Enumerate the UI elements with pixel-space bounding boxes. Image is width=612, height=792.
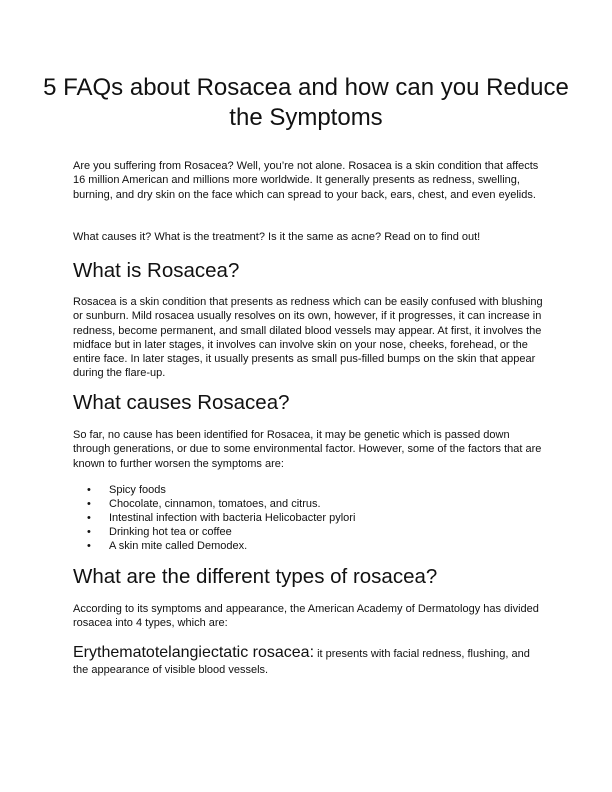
type-description: it presents with facial redness, flushing, and the appearance of visible blood vessels.	[73, 648, 530, 676]
intro-paragraph: Are you suffering from Rosacea? Well, you’re not alone. Rosacea is a skin condition that affects 16 million American and millions more worldwide. It generally presents as redness, swelling, burning, and dry skin on the face which can spread to your back, ears, chest, and even eyelids.	[73, 160, 539, 201]
erythematotelangiectatic-paragraph	[73, 645, 545, 678]
list-item: • A skin mite called Demodex.	[73, 539, 545, 553]
types-paragraph: According to its symptoms and appearance, the American Academy of Dermatology has divided rosacea into 4 types, which are:	[73, 603, 539, 630]
factors-list	[73, 483, 545, 553]
list-item: • Drinking hot tea or coffee	[73, 525, 545, 539]
type-term: Erythematotelangiectatic rosacea:	[73, 644, 315, 661]
intro-question-paragraph: What causes it? What is the treatment? Is it the same as acne? Read on to find out!	[73, 231, 481, 243]
causes-paragraph: So far, no cause has been identified for Rosacea, it may be genetic which is passed down through generations, or due to some environmental factor. However, some of the factors that are known to further worsen the symptoms are:	[73, 429, 542, 470]
heading-what-causes-rosacea: What causes Rosacea?	[73, 391, 290, 414]
page-title: 5 FAQs about Rosacea and how can you Reduce the Symptoms	[43, 74, 569, 131]
list-item: • Chocolate, cinnamon, tomatoes, and citrus.	[73, 497, 545, 511]
heading-what-is-rosacea: What is Rosacea?	[73, 259, 240, 282]
what-is-rosacea-paragraph: Rosacea is a skin condition that presents as redness which can be easily confused with blushing or sunburn. Mild rosacea usually resolves on its own, however, if it progresses, it can increase in redness, become permanent, and small dilated blood vessels may appear. At first, it involves the midface but in later stages, it involves can involve skin on your nose, cheeks, forehead, or the entire face. In later stages, it usually presents as small pus-filled bumps on the skin that appear during the flare-up.	[73, 296, 543, 380]
heading-types-of-rosacea: What are the different types of rosacea?	[73, 565, 438, 588]
list-item: • Intestinal infection with bacteria Helicobacter pylori	[73, 511, 545, 525]
list-item: • Spicy foods	[73, 483, 545, 497]
